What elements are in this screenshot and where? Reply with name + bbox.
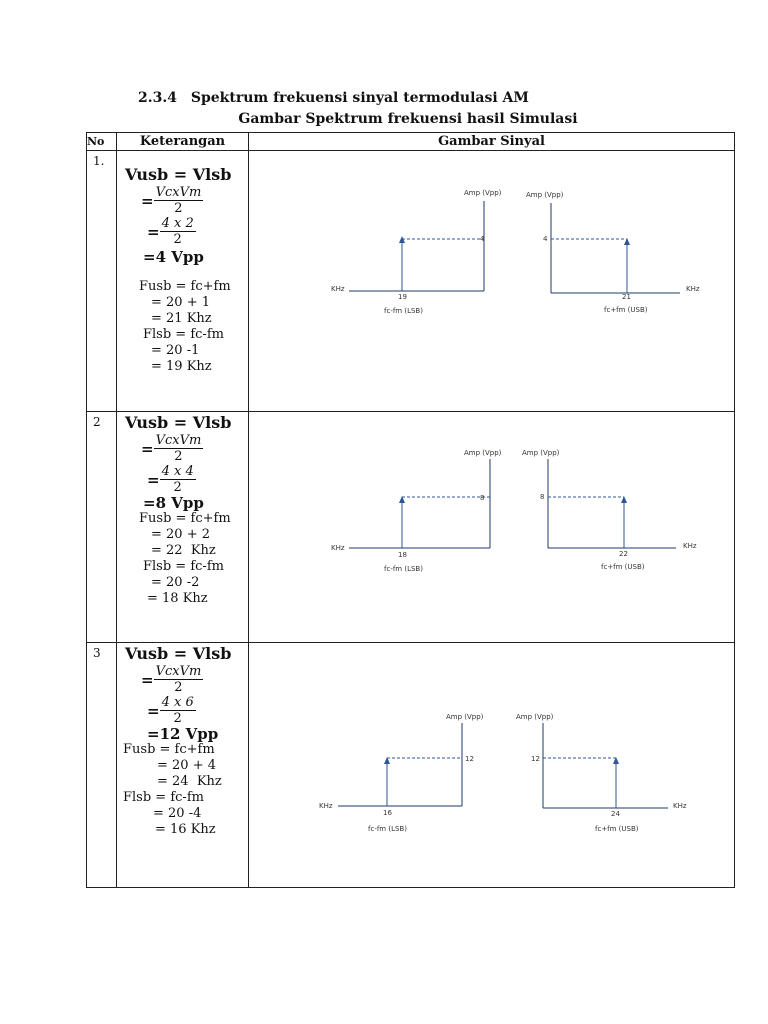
lsb-axis-label: KHz (331, 544, 345, 552)
row-number: 1. (93, 154, 105, 168)
frac-den: 2 (173, 480, 182, 495)
usb-axis-label: KHz (686, 285, 700, 293)
frac-num: 4 x 4 (161, 464, 194, 479)
calc-line: Fusb = fc+fm (123, 742, 215, 757)
calc-line: = 20 -4 (153, 806, 202, 821)
table-header-row (87, 133, 735, 151)
row-number: 3 (93, 646, 101, 660)
usb-amp-label: Amp (Vpp) (516, 713, 554, 721)
lsb-caption: fc-fm (LSB) (384, 307, 423, 315)
frac-num: 4 x 2 (161, 216, 194, 231)
calc-line: = 18 Khz (147, 591, 208, 606)
usb-caption: fc+fm (USB) (604, 306, 648, 314)
calc-line: Flsb = fc-fm (143, 327, 224, 342)
usb-axis-label: KHz (673, 802, 687, 810)
lsb-value-label: 4 (480, 235, 485, 243)
table-row (87, 151, 735, 412)
lsb-caption: fc-fm (LSB) (368, 825, 407, 833)
spectrum-diagram (249, 412, 735, 638)
section-heading (138, 90, 529, 106)
lsb-caption: fc-fm (LSB) (384, 565, 423, 573)
vpp-result: =4 Vpp (143, 248, 204, 266)
usb-value-label: 4 (543, 235, 548, 243)
calc-line: = 19 Khz (151, 359, 212, 374)
vpp-result: =12 Vpp (147, 725, 219, 743)
calculation-block (117, 412, 248, 607)
usb-caption: fc+fm (USB) (601, 563, 645, 571)
frac-den: 2 (173, 711, 182, 726)
frac-den: 2 (174, 201, 183, 216)
frac-den: 2 (173, 232, 182, 247)
lsb-freq-label: 16 (383, 809, 392, 817)
calc-line: Flsb = fc-fm (143, 559, 224, 574)
fraction-vcvm: = $\frac{\text{VcxVm}}{2}$ (141, 433, 202, 464)
fraction-vcvm: = $\frac{\text{VcxVm}}{2}$ (141, 185, 202, 216)
lsb-value-label: 12 (465, 755, 474, 763)
table-row (87, 643, 735, 888)
usb-value-label: 12 (531, 755, 540, 763)
frac-den: 2 (174, 449, 183, 464)
section-title: Spektrum frekuensi sinyal termodulasi AM (190, 90, 529, 106)
fraction-vcvm: = $\frac{\text{VcxVm}}{2}$ (141, 664, 202, 695)
frac-num: VcxVm (155, 664, 202, 679)
frac-den: 2 (174, 680, 183, 695)
calc-line: = 20 + 1 (151, 295, 210, 310)
calc-line: = 16 Khz (155, 822, 216, 837)
frac-num: 4 x 6 (161, 695, 194, 710)
figure-caption: Gambar Spektrum frekuensi hasil Simulasi (238, 111, 578, 127)
calc-line: = 22 Khz (151, 543, 216, 558)
spectrum-diagram (249, 151, 735, 407)
calc-line: Fusb = fc+fm (139, 511, 231, 526)
usb-axis-label: KHz (683, 542, 697, 550)
usb-amp-label: Amp (Vpp) (526, 191, 564, 199)
row-number: 2 (93, 415, 101, 429)
section-number: 2.3.4 (138, 90, 177, 106)
vpp-result: =8 Vpp (143, 494, 204, 512)
fraction-values: = $\frac{4 x 6}{2}$ (147, 695, 194, 726)
fraction-values: = $\frac{4 x 4}{2}$ (147, 464, 194, 495)
header-no: No (87, 133, 117, 151)
usb-caption: fc+fm (USB) (595, 825, 639, 833)
usb-freq-label: 22 (619, 550, 628, 558)
lsb-amp-label: Amp (Vpp) (464, 449, 502, 457)
vusb-formula: Vusb = Vlsb (125, 644, 232, 663)
table-row (87, 412, 735, 643)
calc-line: = 24 Khz (157, 774, 222, 789)
header-keterangan: Keterangan (117, 133, 249, 151)
lsb-freq-label: 19 (398, 293, 407, 301)
calc-line: = 21 Khz (151, 311, 212, 326)
calc-line: = 20 + 2 (151, 527, 210, 542)
calc-line: Flsb = fc-fm (123, 790, 204, 805)
calculation-block (117, 151, 248, 375)
lsb-axis-label: KHz (319, 802, 333, 810)
calculation-block (117, 643, 248, 838)
fraction-values: = $\frac{4 x 2}{2}$ (147, 216, 194, 247)
usb-amp-label: Amp (Vpp) (522, 449, 560, 457)
lsb-axis-label: KHz (331, 285, 345, 293)
calc-line: = 20 + 4 (157, 758, 216, 773)
usb-freq-label: 24 (611, 810, 620, 818)
spectrum-diagram (249, 643, 735, 883)
usb-value-label: 8 (540, 493, 545, 501)
vusb-formula: Vusb = Vlsb (125, 165, 232, 184)
calc-line: = 20 -1 (151, 343, 200, 358)
lsb-value-label: 8 (480, 494, 485, 502)
lsb-freq-label: 18 (398, 551, 407, 559)
header-gambar: Gambar Sinyal (249, 133, 735, 151)
lsb-amp-label: Amp (Vpp) (464, 189, 502, 197)
calc-line: = 20 -2 (151, 575, 200, 590)
spectrum-table (86, 132, 735, 888)
lsb-amp-label: Amp (Vpp) (446, 713, 484, 721)
frac-num: VcxVm (155, 433, 202, 448)
usb-freq-label: 21 (622, 293, 631, 301)
vusb-formula: Vusb = Vlsb (125, 413, 232, 432)
calc-line: Fusb = fc+fm (139, 279, 231, 294)
frac-num: VcxVm (155, 185, 202, 200)
